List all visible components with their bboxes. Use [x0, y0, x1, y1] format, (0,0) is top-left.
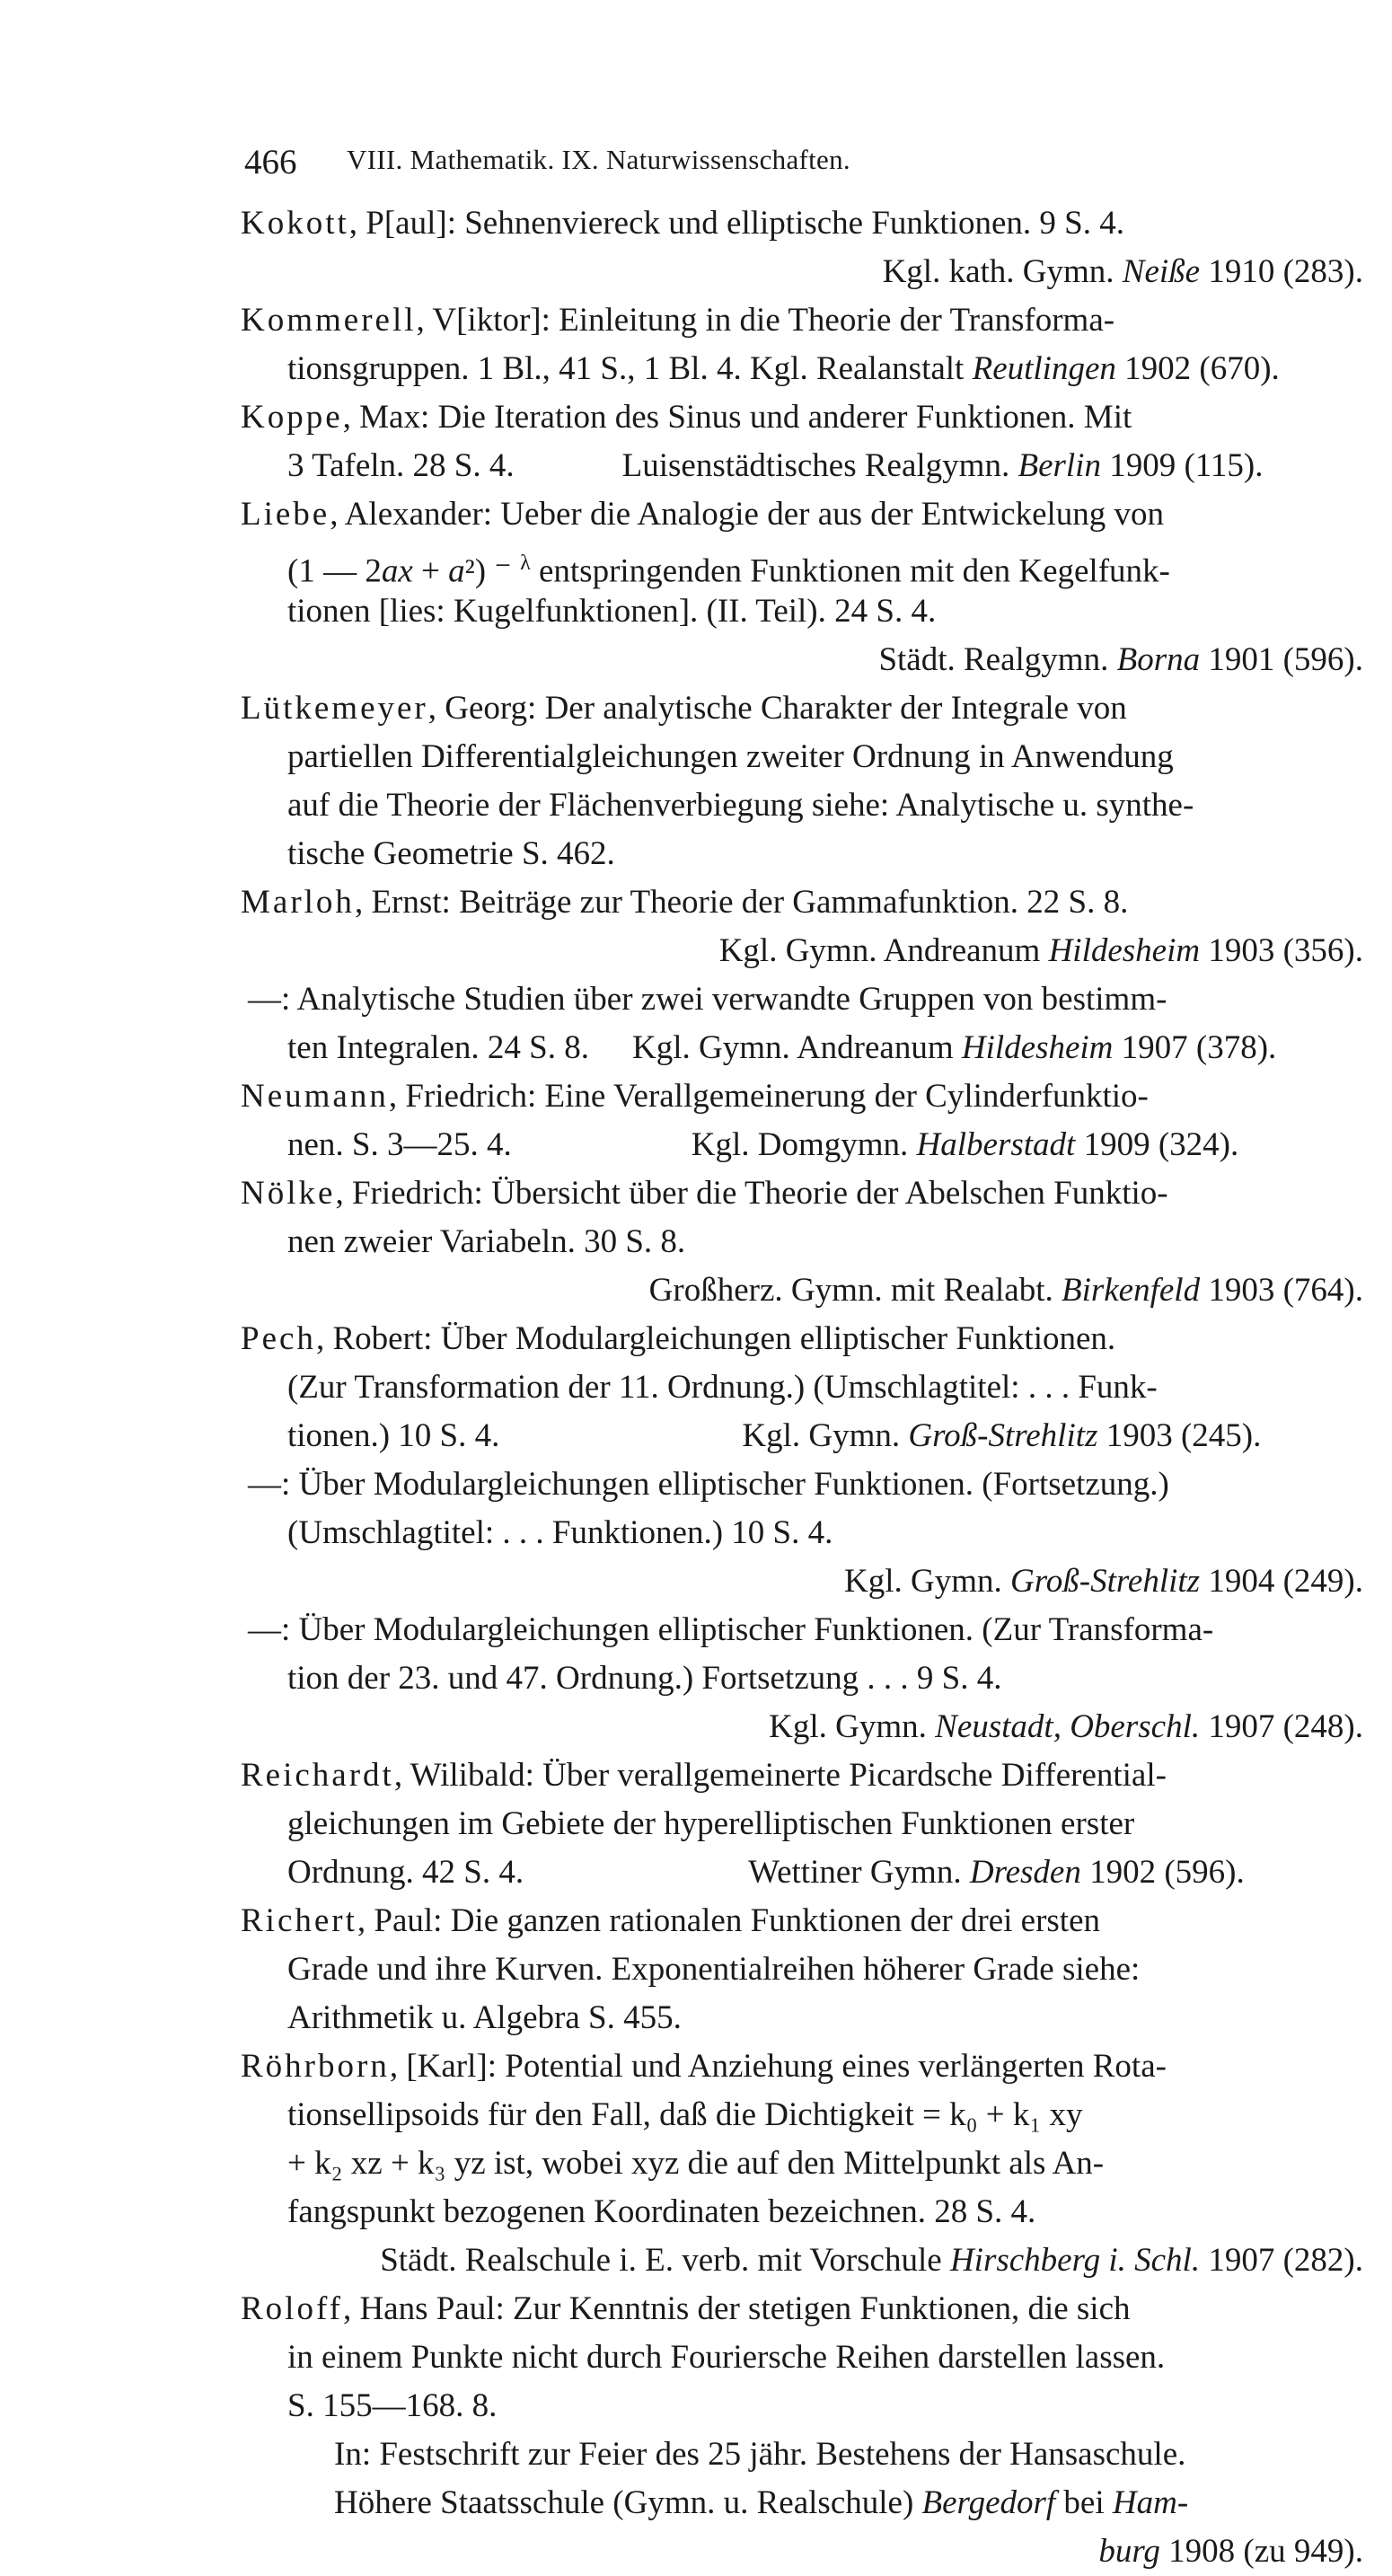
entry-text: Kgl. Gymn. — [769, 1708, 936, 1745]
italic-place-text: Birkenfeld — [1061, 1272, 1201, 1309]
entry-text: 1901 (596). — [1200, 641, 1363, 678]
entry-text: , Robert: Über Modulargleichungen elliptischer Funktionen. — [315, 1320, 1116, 1357]
entry-line — [241, 2042, 1370, 2091]
entry-luetkemeyer — [241, 684, 1370, 878]
entry-line — [241, 296, 1370, 345]
entry-line — [241, 878, 1370, 927]
entry-text: partiellen Differentialgleichungen zweiter Ordnung in Anwendung — [287, 738, 1174, 775]
entry-text: In: Festschrift zur Feier des 25 jähr. Bestehens der Hansaschule. — [334, 2436, 1186, 2473]
italic-place-text: Hildesheim — [1048, 932, 1201, 969]
entry-text: 1903 (356). — [1200, 932, 1363, 969]
entry-text: bei — [1055, 2484, 1113, 2521]
entry-text: Kgl. Domgymn. — [691, 1126, 917, 1163]
entry-line — [241, 1751, 1370, 1800]
italic-place-text: burg — [1098, 2533, 1160, 2570]
entry-line — [241, 2139, 1370, 2188]
entry-text: 1907 (248). — [1200, 1708, 1363, 1745]
entry-line — [241, 1218, 1370, 1266]
italic-place-text: Bergedorf — [921, 2484, 1056, 2521]
entry-text: Städt. Realgymn. — [878, 641, 1117, 678]
entry-line — [241, 1169, 1370, 1218]
entry-line — [241, 781, 1370, 830]
entry-text: Nölke — [241, 1175, 336, 1212]
entry-line — [241, 1945, 1370, 1994]
entry-text: , P[aul]: Sehnenviereck und elliptische Funktionen. 9 S. 4. — [348, 205, 1124, 242]
entry-text: ²) ⁻ — [464, 552, 521, 590]
entry-noelke — [241, 1169, 1370, 1315]
entry-text: (Umschlagtitel: . . . Funktionen.) 10 S. 4. — [287, 1514, 833, 1551]
entry-text: Ordnung. 42 S. 4. — [287, 1854, 524, 1891]
entry-text: entspringenden Funktionen mit den Kegelfunk- — [530, 552, 1170, 590]
entry-line — [241, 830, 1370, 878]
entry-line — [241, 684, 1370, 733]
entry-line — [241, 587, 1370, 636]
entry-text: , Wilibald: Über verallgemeinerte Picardsche Differential- — [393, 1757, 1167, 1794]
entry-line — [241, 2091, 1370, 2139]
entry-text: Städt. Realschule i. E. verb. mit Vorschule — [380, 2242, 950, 2279]
entry-text: 1907 (282). — [1200, 2242, 1363, 2279]
entry-line — [241, 1509, 1370, 1557]
italic-place-text: Reutlingen — [972, 350, 1116, 387]
entry-liebe — [241, 490, 1370, 684]
entry-text: , V[iktor]: Einleitung in die Theorie der Transforma- — [416, 302, 1115, 339]
entry-text: Höhere Staatsschule (Gymn. u. Realschule) — [334, 2484, 922, 2521]
entry-text: , Max: Die Iteration des Sinus und anderer Funktionen. Mit — [342, 399, 1132, 436]
entry-line — [241, 248, 1370, 296]
entry-text: 1903 (245). — [1097, 1417, 1262, 1454]
entry-line — [241, 1024, 1370, 1072]
entry-text: 1908 (zu 949). — [1159, 2533, 1363, 2570]
entry-text: —: Analytische Studien über zwei verwandte Gruppen von bestimm- — [248, 981, 1167, 1018]
entry-line — [241, 1994, 1370, 2042]
entry-text: , Alexander: Ueber die Analogie der aus der Entwickelung von — [330, 496, 1165, 533]
entry-text: , Friedrich: Eine Verallgemeinerung der Cylinderfunktio- — [388, 1078, 1149, 1115]
entry-line — [241, 1072, 1370, 1121]
entry-text: Kgl. Gymn. — [742, 1417, 909, 1454]
entry-line — [241, 733, 1370, 781]
entry-text: 1902 (596). — [1080, 1854, 1245, 1891]
entry-text: tionsellipsoids für den Fall, daß die Dichtigkeit = k₀ + k₁ xy — [287, 2096, 1083, 2133]
entry-text: Marloh — [241, 884, 355, 921]
entry-text: (Zur Transformation der 11. Ordnung.) (Umschlagtitel: . . . Funk- — [287, 1369, 1158, 1406]
entry-line — [241, 1460, 1370, 1509]
entry-text: —: Über Modulargleichungen elliptischer Funktionen. (Fortsetzung.) — [248, 1466, 1169, 1503]
entry-line — [241, 345, 1370, 393]
entry-text: nen. S. 3—25. 4. — [287, 1126, 512, 1163]
entry-line — [241, 927, 1370, 975]
entry-text: Kgl. Gymn. Andreanum — [632, 1029, 962, 1066]
entry-text: λ — [520, 551, 531, 575]
entry-text: 1910 (283). — [1200, 253, 1363, 290]
entry-line — [241, 1557, 1370, 1606]
italic-place-text: Neustadt, Oberschl. — [935, 1708, 1201, 1745]
entry-text: Pech — [241, 1320, 316, 1357]
entry-pech — [241, 1315, 1370, 1751]
entry-text: (1 — 2 — [287, 552, 382, 590]
entry-kokott — [241, 199, 1370, 296]
entry-text: , Ernst: Beiträge zur Theorie der Gammafunktion. 22 S. 8. — [354, 884, 1129, 921]
entry-text: 1902 (670). — [1115, 350, 1280, 387]
entry-text: S. 155—168. 8. — [287, 2387, 498, 2424]
entry-line — [241, 442, 1370, 490]
italic-place-text: ax — [381, 552, 413, 590]
entry-text: Neumann — [241, 1078, 389, 1115]
entry-text: Reichardt — [241, 1757, 394, 1794]
entry-text: 1904 (249). — [1200, 1563, 1363, 1600]
italic-place-text: Neiße — [1122, 253, 1201, 290]
running-head: VIII. Mathematik. IX. Naturwissenschaften. — [347, 144, 850, 175]
entry-line — [241, 2430, 1370, 2479]
entry-text: Roloff — [241, 2290, 343, 2327]
entry-text: + — [412, 552, 449, 590]
entry-reichardt — [241, 1751, 1370, 1897]
entry-text: tion der 23. und 47. Ordnung.) Fortsetzung . . . 9 S. 4. — [287, 1660, 1002, 1697]
entry-line — [241, 1897, 1370, 1945]
entry-line — [241, 2188, 1370, 2236]
italic-place-text: a — [448, 552, 465, 590]
entry-text: Röhrborn — [241, 2048, 390, 2085]
entry-text: 1907 (378). — [1113, 1029, 1277, 1066]
italic-place-text: Halberstadt — [916, 1126, 1076, 1163]
entry-text: , [Karl]: Potential und Anziehung eines verlängerten Rota- — [389, 2048, 1167, 2085]
entry-text: ten Integralen. 24 S. 8. — [287, 1029, 589, 1066]
entry-line — [241, 539, 1370, 590]
entry-line — [241, 393, 1370, 442]
entry-line — [241, 636, 1370, 684]
italic-place-text: Borna — [1116, 641, 1201, 678]
entry-line — [241, 975, 1370, 1024]
entry-text: fangspunkt bezogenen Koordinaten bezeichnen. 28 S. 4. — [287, 2193, 1036, 2230]
entry-line — [241, 1703, 1370, 1751]
entry-line — [241, 1266, 1370, 1315]
entry-text: Lütkemeyer — [241, 690, 428, 727]
entry-text: tionen.) 10 S. 4. — [287, 1417, 500, 1454]
italic-place-text: Ham- — [1112, 2484, 1189, 2521]
entry-text: , Paul: Die ganzen rationalen Funktionen der drei ersten — [357, 1902, 1101, 1939]
entry-text: tionsgruppen. 1 Bl., 41 S., 1 Bl. 4. Kgl. Realanstalt — [287, 350, 973, 387]
entry-koppe — [241, 393, 1370, 490]
entry-text: Luisenstädtisches Realgymn. — [621, 447, 1018, 484]
italic-place-text: Groß-Strehlitz — [1010, 1563, 1201, 1600]
entry-text: Richert — [241, 1902, 357, 1939]
entry-text: Kgl. Gymn. Andreanum — [718, 932, 1049, 969]
italic-place-text: Hildesheim — [961, 1029, 1114, 1066]
entry-text: 1909 (324). — [1075, 1126, 1239, 1163]
italic-place-text: Dresden — [969, 1854, 1081, 1891]
entry-line — [241, 2236, 1370, 2285]
entry-line — [241, 1800, 1370, 1848]
entry-neumann — [241, 1072, 1370, 1169]
entry-text: + k₂ xz + k₃ yz ist, wobei xyz die auf den Mittelpunkt als An- — [287, 2145, 1105, 2182]
entry-roehrborn — [241, 2042, 1370, 2285]
entry-roloff — [241, 2285, 1370, 2576]
italic-place-text: Groß-Strehlitz — [908, 1417, 1098, 1454]
entry-line — [241, 1848, 1370, 1897]
page-number: 466 — [244, 143, 297, 181]
entry-text: gleichungen im Gebiete der hyperelliptischen Funktionen erster — [287, 1805, 1135, 1842]
entry-text: , Hans Paul: Zur Kenntnis der stetigen Funktionen, die sich — [342, 2290, 1131, 2327]
entry-text: Kommerell — [241, 302, 417, 339]
entry-text: Kgl. kath. Gymn. — [882, 253, 1123, 290]
italic-place-text: Berlin — [1018, 447, 1101, 484]
entry-text: tische Geometrie S. 462. — [287, 835, 615, 872]
page-header — [244, 142, 1367, 187]
entry-text: , Friedrich: Übersicht über die Theorie der Abelschen Funktio- — [335, 1175, 1168, 1212]
entry-text: Koppe — [241, 399, 343, 436]
entry-text: nen zweier Variabeln. 30 S. 8. — [287, 1223, 686, 1260]
entry-text: 3 Tafeln. 28 S. 4. — [287, 447, 515, 484]
entry-text: Liebe — [241, 496, 330, 533]
entry-line — [241, 490, 1370, 539]
entry-line — [241, 1121, 1370, 1169]
entry-text: tionen [lies: Kugelfunktionen]. (II. Teil). 24 S. 4. — [287, 593, 937, 630]
entry-kommerell — [241, 296, 1370, 393]
entry-marloh — [241, 878, 1370, 1072]
entry-line — [241, 2382, 1370, 2430]
entry-line — [241, 199, 1370, 248]
entry-line — [241, 1412, 1370, 1460]
entry-line — [241, 1654, 1370, 1703]
entry-text: Kgl. Gymn. — [844, 1563, 1011, 1600]
entry-line — [241, 1315, 1370, 1363]
entry-text: Kokott — [241, 205, 349, 242]
entry-text: Grade und ihre Kurven. Exponentialreihen höherer Grade siehe: — [287, 1951, 1141, 1988]
entry-line — [241, 2333, 1370, 2382]
entry-text: 1909 (115). — [1100, 447, 1264, 484]
entry-text: Arithmetik u. Algebra S. 455. — [287, 1999, 682, 2036]
entry-line — [241, 2479, 1370, 2527]
entry-text: Wettiner Gymn. — [748, 1854, 970, 1891]
entry-text: —: Über Modulargleichungen elliptischer Funktionen. (Zur Transforma- — [248, 1611, 1214, 1648]
entry-text: , Georg: Der analytische Charakter der Integrale von — [427, 690, 1127, 727]
italic-place-text: Hirschberg i. Schl. — [949, 2242, 1201, 2279]
entry-line — [241, 1606, 1370, 1654]
entry-text: auf die Theorie der Flächenverbiegung siehe: Analytische u. synthe- — [287, 787, 1194, 824]
entry-line — [241, 2285, 1370, 2333]
entry-text: Großherz. Gymn. mit Realabt. — [648, 1272, 1062, 1309]
entry-line — [241, 2527, 1370, 2576]
entry-text: 1903 (764). — [1200, 1272, 1363, 1309]
entry-richert — [241, 1897, 1370, 2042]
entry-line — [241, 1363, 1370, 1412]
entry-text: in einem Punkte nicht durch Fouriersche Reihen darstellen lassen. — [287, 2339, 1166, 2376]
bibliography-list — [241, 199, 1370, 2576]
